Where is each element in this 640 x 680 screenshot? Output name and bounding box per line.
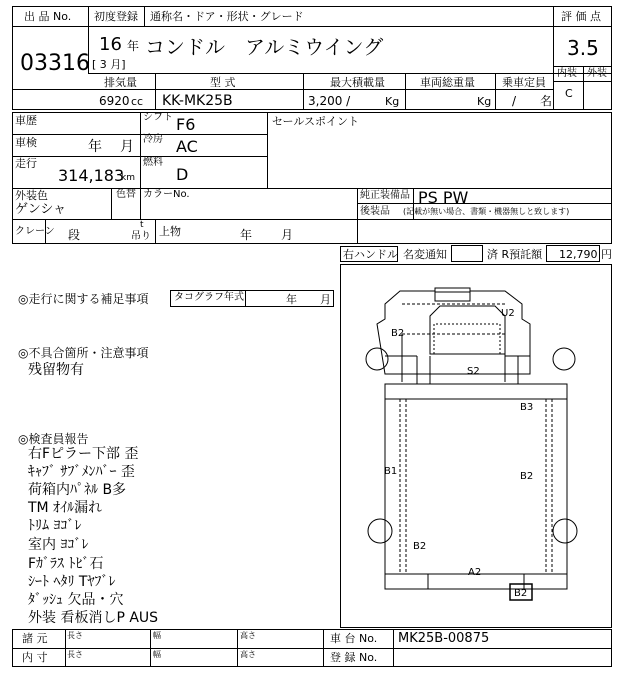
- reg-year: 16: [99, 34, 122, 55]
- inspector-line: 室内 ﾖｺﾞﾚ: [28, 537, 89, 553]
- name-change-label: 名変通知: [403, 248, 447, 261]
- capacity-unit: 名: [540, 94, 553, 108]
- divider: [553, 6, 554, 110]
- windshield-outline: [430, 306, 505, 354]
- inspector-line: ｷｬﾌﾞ ｻﾌﾞﾒﾝﾊﾞｰ 歪: [28, 464, 135, 480]
- divider: [140, 188, 141, 219]
- inspector-line: 右Fピラー下部 歪: [28, 446, 139, 462]
- divider: [267, 112, 268, 188]
- mileage-value: 314,183: [58, 166, 125, 185]
- divider: [553, 81, 612, 82]
- rear-right-wheel: [553, 519, 577, 543]
- mileage-unit: km: [121, 173, 135, 183]
- first-reg-label: 初度登録: [94, 10, 138, 23]
- inspection-month: 月: [120, 139, 134, 155]
- damage-mark: B2: [413, 541, 427, 552]
- yen-unit: 円: [601, 248, 612, 261]
- gross-weight-unit: Kg: [477, 95, 492, 108]
- recycle-label: 済 R預託額: [487, 248, 543, 261]
- tachograph-year: 年: [286, 293, 297, 306]
- chassis-label: 車 台 No.: [330, 632, 378, 645]
- displacement-value: 6920: [99, 94, 130, 108]
- model-name: コンドル アルミウイング: [145, 35, 384, 59]
- height-label: 高さ: [240, 650, 256, 659]
- divider: [144, 6, 145, 26]
- cooling-value: AC: [176, 137, 198, 156]
- divider: [155, 73, 156, 110]
- divider: [12, 134, 267, 135]
- damage-mark: B2: [520, 471, 534, 482]
- damage-mark: B2: [514, 588, 528, 599]
- length-label: 長さ: [67, 650, 83, 659]
- vehicle-diagram: [340, 264, 612, 628]
- fuel-value: D: [176, 165, 189, 184]
- inspector-line: TM ｵｲﾙ漏れ: [28, 500, 103, 516]
- crane-ton: t: [140, 220, 144, 230]
- registration-label: 登 録 No.: [330, 651, 378, 664]
- divider: [323, 629, 324, 667]
- divider: [393, 629, 394, 667]
- divider: [12, 156, 267, 157]
- lot-label: 出 品 No.: [24, 10, 72, 23]
- divider: [303, 73, 304, 110]
- color-code-label: カラーNo.: [143, 189, 190, 200]
- inspector-label: ◎検査員報告: [18, 432, 89, 446]
- color-change-label: 色替: [116, 189, 136, 200]
- divider: [12, 89, 553, 90]
- dimensions-label: 諸 元: [22, 632, 48, 645]
- divider: [357, 203, 612, 204]
- reg-year-unit: 年: [127, 39, 140, 53]
- damage-mark: A2: [468, 567, 482, 578]
- max-load-label: 最大積載量: [330, 76, 385, 89]
- exterior-color-value: ゲンシャ: [15, 202, 67, 217]
- divider: [155, 219, 156, 244]
- divider: [12, 188, 612, 189]
- driving-notes-label: ◎走行に関する補足事項: [18, 292, 149, 306]
- damage-mark: S2: [467, 366, 480, 377]
- divider: [405, 73, 406, 110]
- mileage-label: 走行: [15, 157, 37, 170]
- divider: [150, 629, 151, 667]
- exterior-label: 外装: [587, 68, 607, 79]
- divider: [237, 629, 238, 667]
- divider: [65, 629, 66, 667]
- front-right-wheel: [553, 348, 575, 370]
- model-name-label: 通称名・ドア・形状・グレード: [150, 10, 304, 23]
- cooling-label: 冷房: [143, 134, 163, 145]
- divider: [12, 26, 612, 27]
- front-left-wheel: [366, 348, 388, 370]
- divider: [111, 188, 112, 219]
- max-load-unit: Kg: [385, 95, 400, 108]
- inspector-line: 外装 看板消しP AUS: [28, 610, 159, 626]
- divider: [245, 290, 246, 307]
- inspection-year: 年: [88, 139, 102, 155]
- divider: [140, 112, 141, 188]
- crane-top-label: 上物: [159, 225, 181, 238]
- inspector-line: ﾀﾞｯｼｭ 欠品・穴: [28, 592, 124, 608]
- gross-weight-label: 車両総重量: [420, 76, 475, 89]
- type-label: 型 式: [210, 76, 236, 89]
- width-label: 幅: [153, 631, 161, 640]
- defects-label: ◎不具合箇所・注意事項: [18, 346, 149, 360]
- score-value: 3.5: [567, 36, 599, 60]
- model-code: KK-MK25B: [162, 93, 233, 109]
- damage-mark: B1: [384, 466, 398, 477]
- fuel-label: 燃料: [143, 157, 163, 168]
- interior-label: 内装: [557, 68, 577, 79]
- history-label: 車歴: [15, 114, 37, 127]
- exterior-color-label: 外装色: [15, 189, 48, 202]
- crane-hang: 吊り: [131, 231, 151, 242]
- divider: [357, 188, 358, 244]
- sales-points-label: セールスポイント: [272, 115, 360, 128]
- capacity-slash: /: [512, 94, 517, 108]
- divider: [583, 66, 584, 110]
- interior-grade: C: [565, 87, 573, 100]
- divider: [88, 73, 612, 74]
- recycle-value: 12,790: [559, 248, 598, 261]
- damage-mark: U2: [501, 308, 515, 319]
- name-change-box: [451, 245, 483, 262]
- lot-number: 03316: [20, 51, 90, 76]
- score-label: 評 価 点: [561, 10, 601, 23]
- damage-mark: B2: [391, 328, 405, 339]
- crane-stage: 段: [68, 228, 81, 242]
- front-grille: [435, 292, 470, 301]
- capacity-label: 乗車定員: [502, 76, 546, 89]
- defect-line: 残留物有: [28, 362, 84, 378]
- chassis-number: MK25B-00875: [398, 631, 490, 646]
- length-label: 長さ: [67, 631, 83, 640]
- width-label: 幅: [153, 650, 161, 659]
- options-value: PS PW: [418, 188, 469, 207]
- divider: [495, 73, 496, 110]
- displacement-unit: cc: [131, 95, 144, 108]
- shift-value: F6: [176, 115, 196, 134]
- inspector-line: 荷箱内ﾊﾟﾈﾙ B多: [28, 482, 127, 498]
- max-load-value: 3,200 /: [308, 94, 351, 108]
- cargo-box: [385, 384, 567, 589]
- crane-year: 年: [240, 228, 253, 242]
- right-hand-label: 右ハンドル: [343, 248, 398, 261]
- crane-label: クレーン: [15, 226, 55, 237]
- height-label: 高さ: [240, 631, 256, 640]
- tachograph-label: タコグラフ年式: [174, 292, 244, 303]
- tachograph-month: 月: [320, 293, 331, 306]
- divider: [12, 219, 612, 220]
- inspector-line: Fｶﾞﾗｽ ﾄﾋﾞ石: [28, 556, 104, 572]
- interior-dim-label: 内 寸: [22, 651, 48, 664]
- damage-mark: B3: [520, 402, 534, 413]
- crane-month: 月: [281, 228, 294, 242]
- divider: [12, 648, 612, 649]
- reg-month: [ 3 月]: [92, 58, 126, 71]
- rear-left-wheel: [368, 519, 392, 543]
- aftermarket-label: 後装品: [360, 206, 390, 217]
- aftermarket-note: (記載が無い場合、書類・機器無しと致します): [403, 207, 570, 216]
- displacement-label: 排気量: [104, 76, 137, 89]
- options-label: 純正装備品: [360, 190, 410, 201]
- inspection-label: 車検: [15, 136, 37, 149]
- shift-label: シフト: [143, 112, 173, 123]
- inspector-line: ｼｰﾄ ﾍﾀﾘ Tﾔﾌﾞﾚ: [28, 574, 116, 590]
- inspector-line: ﾄﾘﾑ ﾖｺﾞﾚ: [28, 518, 82, 534]
